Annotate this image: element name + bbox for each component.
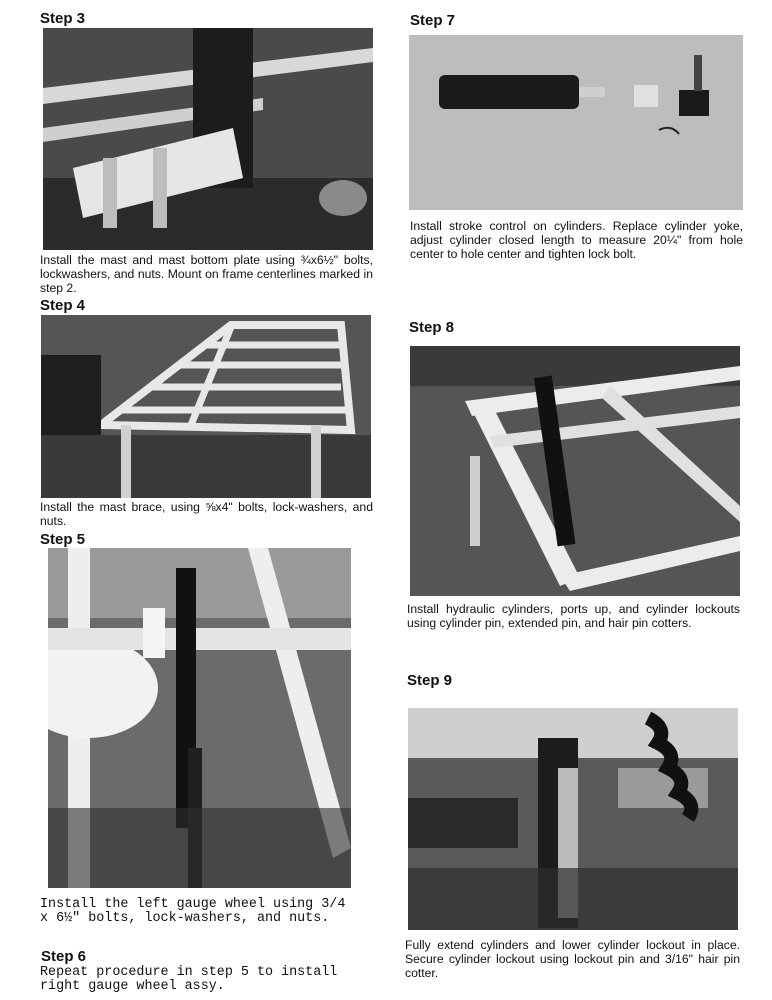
step-9-caption: Fully extend cylinders and lower cylinder lockout in place. Secure cylinder lockout using lockout pin and 3/16" hair pin cotter. bbox=[405, 938, 740, 980]
step-4-heading: Step 4 bbox=[40, 297, 86, 314]
step-3-photo bbox=[43, 28, 373, 250]
step-6-caption: Repeat procedure in step 5 to install right gauge wheel assy. bbox=[40, 965, 338, 994]
step-3-heading: Step 3 bbox=[40, 10, 86, 27]
step-5-heading: Step 5 bbox=[40, 531, 86, 548]
step-9-heading: Step 9 bbox=[407, 672, 453, 689]
step-9-photo bbox=[408, 708, 738, 930]
step-4-caption: Install the mast brace, using ⅝x4" bolts, lock-washers, and nuts. bbox=[40, 500, 373, 528]
step-8-caption: Install hydraulic cylinders, ports up, and cylinder lockouts using cylinder pin, extended pin, and hair pin cotters. bbox=[407, 602, 740, 630]
step-7-heading: Step 7 bbox=[410, 12, 456, 29]
step-3-caption: Install the mast and mast bottom plate using ¾x6½" bolts, lockwashers, and nuts. Mount on frame centerlines marked in step 2. bbox=[40, 253, 373, 295]
step-7-caption: Install stroke control on cylinders. Replace cylinder yoke, adjust cylinder closed length to measure 20¼" from hole center to hole center and tighten lock bolt. bbox=[410, 219, 743, 261]
step-4-photo bbox=[41, 315, 371, 498]
step-5-photo bbox=[48, 548, 351, 888]
step-8-heading: Step 8 bbox=[409, 319, 455, 336]
step-7-photo bbox=[409, 35, 743, 210]
step-6-heading: Step 6 bbox=[41, 948, 87, 965]
step-8-photo bbox=[410, 346, 740, 596]
step-5-caption: Install the left gauge wheel using 3/4 x 6½" bolts, lock-washers, and nuts. bbox=[40, 897, 346, 926]
